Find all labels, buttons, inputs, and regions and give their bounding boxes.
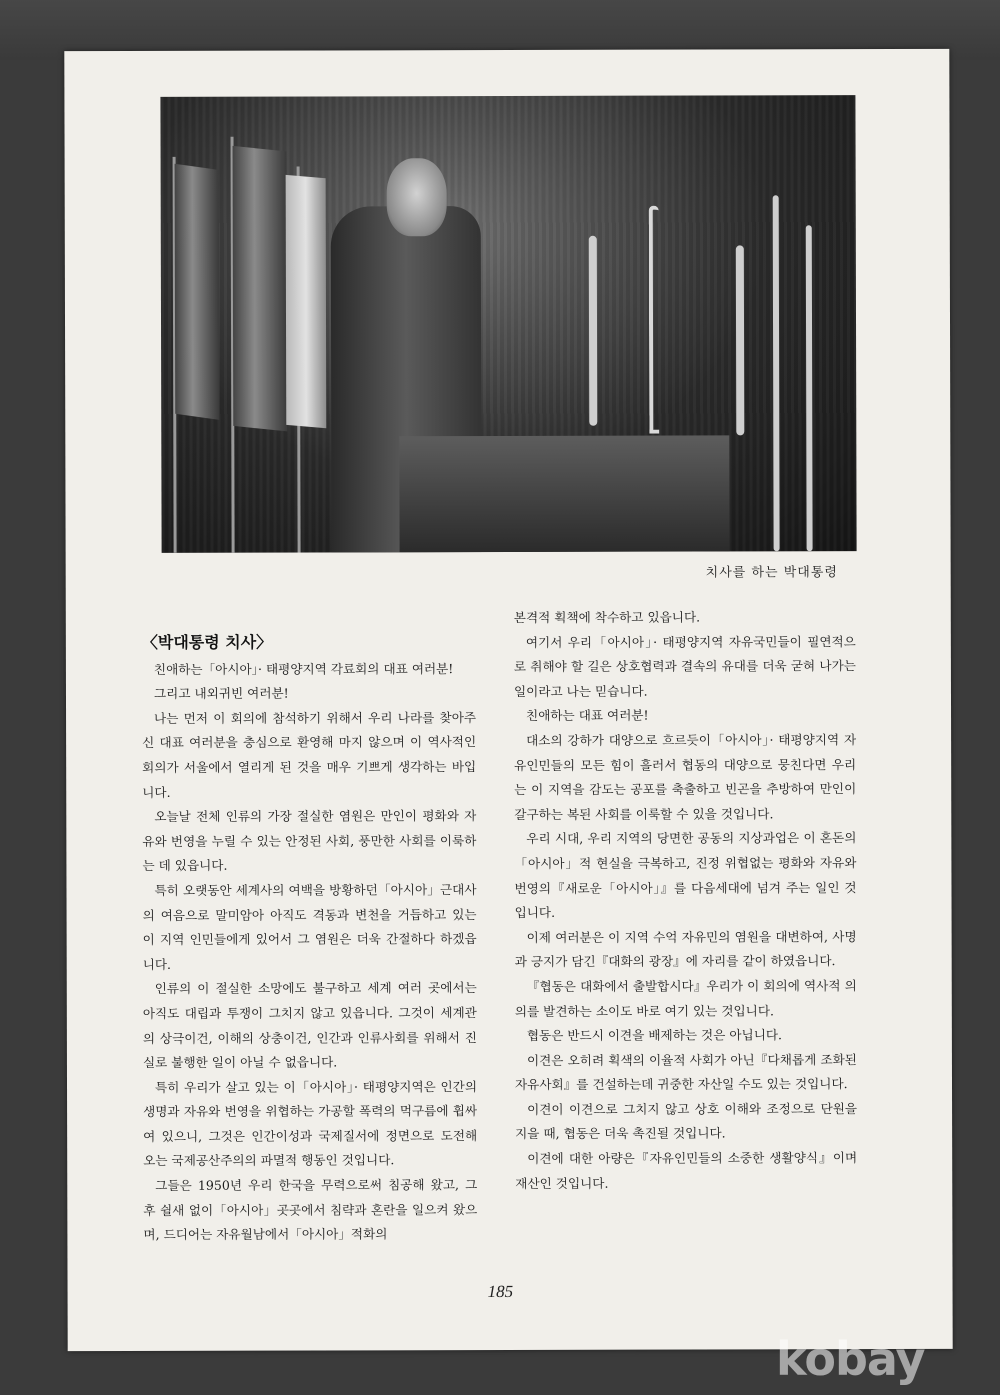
podium [399, 435, 729, 552]
paragraph: 이견이 이견으로 그치지 않고 상호 이해와 조정으로 단원을 지을 때, 협동은 더욱 촉진될 것입니다. [515, 1100, 858, 1142]
paragraph: 『협동은 대화에서 출발합시다』우리가 이 회의에 역사적 의의를 발견하는 소이도 바로 여기 있는 것입니다. [514, 977, 857, 1019]
paragraph: 이견은 오히려 획색의 이율적 사회가 아닌『다채롭게 조화된 자유사회』를 건설하는데 귀중한 자산일 수도 있는 것입니다. [514, 1051, 857, 1093]
speech-right-column [514, 605, 858, 1196]
speech-left-column [142, 630, 478, 1248]
paragraph: 그들은 1950년 우리 한국을 무력으로써 침공해 왔고, 그 후 쉴새 없이「아시아」곳곳에서 침략과 혼란을 일으켜 왔으며, 드디어는 자유월남에서「아시아」적화의 [143, 1177, 478, 1243]
paragraph: 친애하는 대표 여러분! [526, 708, 649, 724]
paragraph: 친애하는「아시아」· 태평양지역 각료회의 대표 여러분! [153, 660, 454, 677]
paragraph: 우리 시대, 우리 지역의 당면한 공동의 지상과업은 이 혼돈의「아시아」적 현실을 극복하고, 진정 위협없는 평화와 자유와 번영의『새로운「아시아」』를 다음세대에 넘겨 주는 일인 것입니다. [514, 830, 857, 921]
paragraph: 오늘날 전체 인류의 가장 절실한 염원은 만인이 평화와 자유와 번영을 누릴 수 있는 안정된 사회, 풍만한 사회를 이룩하는 데 있읍니다. [142, 808, 477, 874]
microphone-stand [806, 225, 813, 551]
speaker-head [387, 158, 447, 236]
paragraph: 이견에 대한 아량은『자유인민들의 소중한 생활양식』이며 재산인 것입니다. [515, 1150, 858, 1191]
paragraph: 그리고 내외귀빈 여러분! [153, 685, 289, 702]
speech-photo [160, 95, 856, 553]
paragraph: 여기서 우리「아시아」· 태평양지역 자유국민들이 필연적으로 취해야 할 길은 상호협력과 결속의 유대를 더욱 굳혀 나가는 일이라고 나는 믿습니다. [513, 633, 856, 699]
kobay-watermark: kobay [776, 1332, 925, 1386]
paragraph: 인류의 이 절실한 소망에도 불구하고 세계 여러 곳에서는 아직도 대립과 투쟁이 그치지 않고 있읍니다. 그것이 세계관의 상극이건, 이해의 상충이건, 인간과 인류사회를 위해서 진실로 불행한 일이 아닐 수 없읍니다. [142, 980, 477, 1071]
paragraph: 협동은 반드시 이견을 배제하는 것은 아닙니다. [526, 1027, 783, 1044]
photo-caption: 치사를 하는 박대통령 [705, 565, 838, 581]
microphone-stand [773, 195, 780, 551]
paragraph: 이제 여러분은 이 지역 수억 자유민의 염원을 대변하여, 사명과 긍지가 담긴『대화의 광장』에 자리를 같이 하였읍니다. [514, 928, 857, 970]
document-page [64, 49, 952, 1351]
speech-heading: 〈박대통령 치사〉 [141, 632, 273, 652]
microphone [589, 236, 597, 426]
flag [175, 164, 220, 420]
paragraph: 특히 오랫동안 세계사의 여백을 방황하던「아시아」근대사의 여음으로 말미암아 아직도 격동과 변천을 거듭하고 있는 이 지역 인민들에게 있어서 그 염원은 더욱 간절하다 하겠읍니다. [142, 882, 477, 972]
paragraph: 본격적 획책에 착수하고 있읍니다. [513, 609, 701, 625]
paragraph: 특히 우리가 살고 있는 이「아시아」· 태평양지역은 인간의 생명과 자유와 번영을 위협하는 가공할 폭력의 먹구름에 휩싸여 있으니, 그것은 인간이성과 국제질서에 정면으로 도전해 오는 국제공산주의의 파멸적 행동인 것입니다. [143, 1078, 478, 1169]
page-number: 185 [487, 1281, 514, 1302]
flag [233, 146, 288, 432]
flag [286, 175, 327, 428]
microphone [736, 245, 744, 435]
paragraph: 대소의 강하가 대양으로 흐르듯이「아시아」· 태평양지역 자유인민들의 모든 힘이 흘러서 협동의 대양으로 뭉친다면 우리는 이 지역을 감도는 공포를 축출하고 빈곤을 추방하여 만인이 갈구하는 복된 사회를 이룩할 수 있을 것입니다. [514, 732, 857, 822]
paragraph: 나는 먼저 이 회의에 참석하기 위해서 우리 나라를 찾아주신 대표 여러분을 충심으로 환영해 마지 않으며 이 역사적인 회의가 서울에서 열리게 된 것을 매우 기쁘게 생각하는 바입니다. [142, 709, 477, 800]
microphone [649, 206, 660, 434]
